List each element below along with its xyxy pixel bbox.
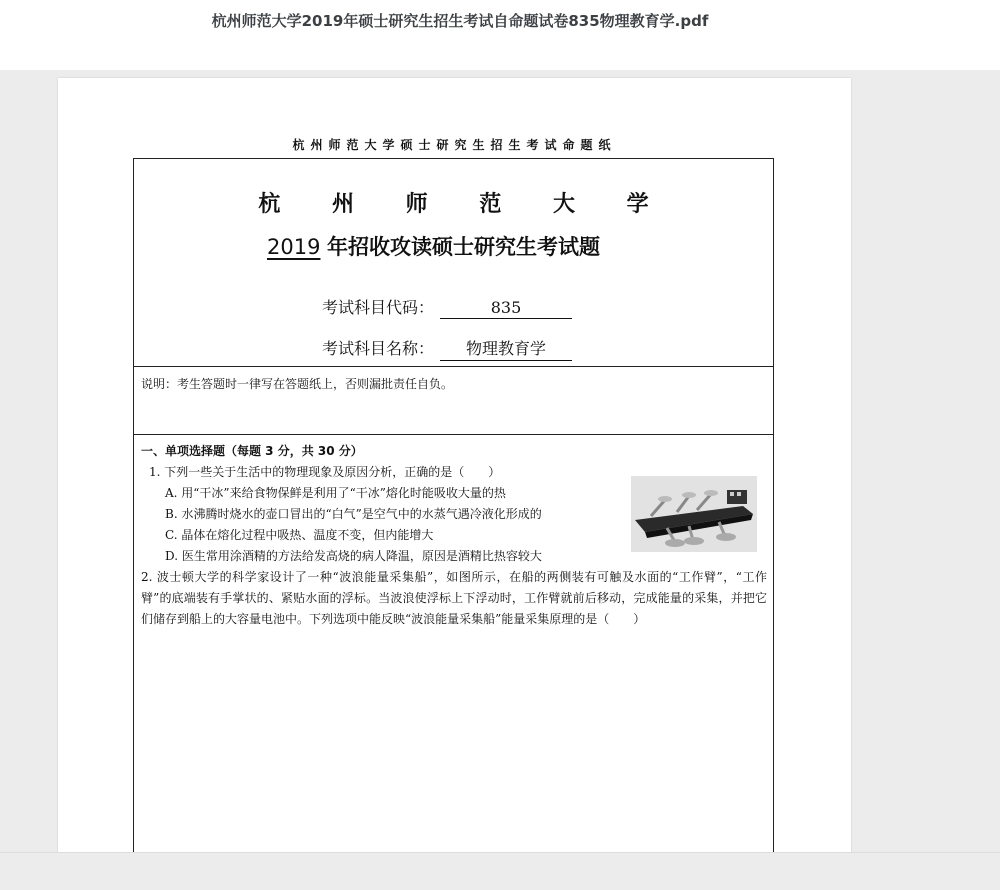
exam-cover-section	[134, 159, 773, 367]
question-1-stem: 1. 下列一些关于生活中的物理现象及原因分析，正确的是（ ）	[149, 465, 501, 479]
exam-title-suffix: 年招收攻读硕士研究生考试题	[327, 235, 600, 259]
subject-code-row	[322, 295, 572, 319]
wave-energy-ship-image	[631, 476, 757, 552]
question-1-option-d: D. 医生常用涂酒精的方法给发高烧的病人降温，原因是酒精比热容较大	[165, 549, 542, 563]
question-1-option-c: C. 晶体在熔化过程中吸热、温度不变，但内能增大	[165, 528, 434, 542]
paper-header: 杭州师范大学硕士研究生招生考试命题纸	[292, 138, 617, 152]
exam-year: 2019	[267, 235, 321, 259]
subject-name-value: 物理教育学	[440, 336, 572, 361]
subject-name-label: 考试科目名称：	[322, 339, 435, 358]
question-1-option-b: B. 水沸腾时烧水的壶口冒出的“白气”是空气中的水蒸气遇冷液化形成的	[165, 507, 542, 521]
subject-code-value: 835	[440, 298, 572, 319]
instructions-text: 说明：考生答题时一律写在答题纸上，否则漏批责任自负。	[141, 377, 454, 391]
section-title: 一、单项选择题（每题 3 分，共 30 分）	[141, 444, 363, 458]
exam-title	[267, 231, 600, 261]
instructions-section	[134, 367, 773, 435]
document-title: 杭州师范大学2019年硕士研究生招生考试自命题试卷835物理教育学.pdf	[211, 12, 709, 30]
university-name: 杭 州 师 范 大 学	[258, 192, 671, 217]
question-2-stem: 2. 波士顿大学的科学家设计了一种“波浪能量采集船”，如图所示，在船的两侧装有可触及水面的“工作臂”，“工作臂”的底端装有手掌状的、紧贴水面的浮标。当波浪使浮标上下浮动时，工作臂就前后移动，完成能量的采集，并把它们储存到船上的大容量电池中。下列选项中能反映“波浪能量采集船”能量采集原理的是（ ）	[141, 570, 767, 626]
subject-name-row	[322, 336, 572, 361]
viewer-bottom-bar	[0, 852, 1000, 890]
ship-illustration	[631, 476, 757, 552]
question-1-option-a: A. 用“干冰”来给食物保鲜是利用了“干冰”熔化时能吸收大量的热	[165, 486, 506, 500]
pdf-page[interactable]	[58, 78, 851, 890]
subject-code-label: 考试科目代码：	[322, 298, 435, 317]
viewer-top-bar	[0, 0, 1000, 70]
